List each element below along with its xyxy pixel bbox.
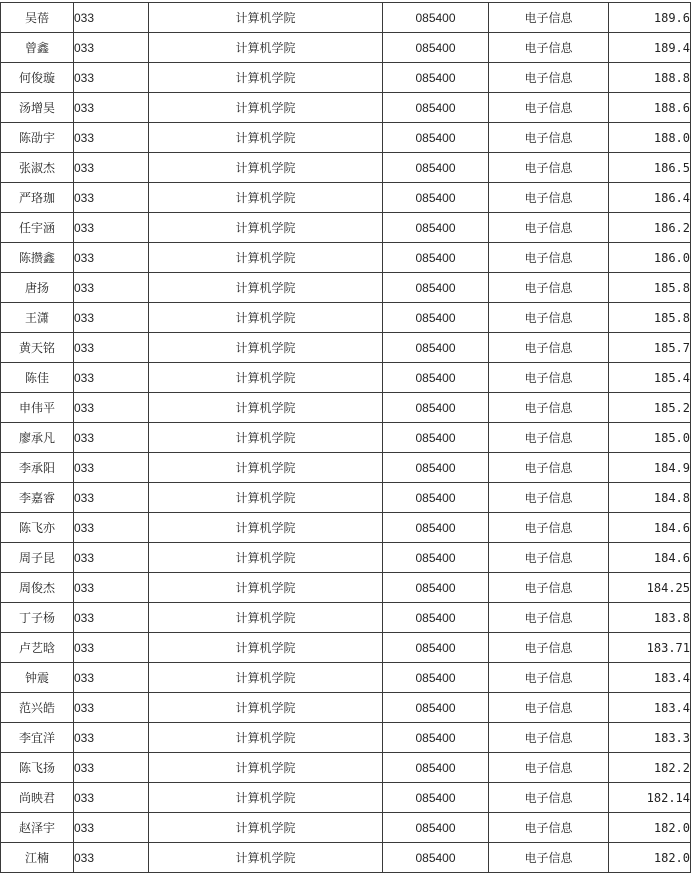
score-cell: 184.25: [609, 573, 691, 603]
college-name-cell: 计算机学院: [149, 33, 383, 63]
student-name-cell: 曾鑫: [1, 33, 74, 63]
major-name-cell: 电子信息: [489, 543, 609, 573]
major-name-cell: 电子信息: [489, 633, 609, 663]
college-name-cell: 计算机学院: [149, 813, 383, 843]
major-name-cell: 电子信息: [489, 393, 609, 423]
college-code-cell: 033: [74, 813, 149, 843]
college-code-cell: 033: [74, 633, 149, 663]
major-code-cell: 085400: [383, 183, 489, 213]
score-cell: 185.0: [609, 423, 691, 453]
major-code-cell: 085400: [383, 843, 489, 873]
major-code-cell: 085400: [383, 33, 489, 63]
college-code-cell: 033: [74, 333, 149, 363]
score-cell: 186.4: [609, 183, 691, 213]
score-cell: 182.0: [609, 813, 691, 843]
student-name-cell: 严珞珈: [1, 183, 74, 213]
student-name-cell: 陈飞扬: [1, 753, 74, 783]
student-name-cell: 唐扬: [1, 273, 74, 303]
major-code-cell: 085400: [383, 3, 489, 33]
college-code-cell: 033: [74, 513, 149, 543]
student-name-cell: 李宜洋: [1, 723, 74, 753]
college-code-cell: 033: [74, 303, 149, 333]
score-cell: 186.0: [609, 243, 691, 273]
table-row: [1, 843, 691, 873]
major-name-cell: 电子信息: [489, 363, 609, 393]
college-code-cell: 033: [74, 63, 149, 93]
major-code-cell: 085400: [383, 513, 489, 543]
college-name-cell: 计算机学院: [149, 393, 383, 423]
major-code-cell: 085400: [383, 423, 489, 453]
college-code-cell: 033: [74, 753, 149, 783]
student-name-cell: 陈佳: [1, 363, 74, 393]
table-row: [1, 63, 691, 93]
table-row: [1, 723, 691, 753]
student-name-cell: 廖承凡: [1, 423, 74, 453]
college-name-cell: 计算机学院: [149, 543, 383, 573]
major-name-cell: 电子信息: [489, 483, 609, 513]
college-code-cell: 033: [74, 543, 149, 573]
college-code-cell: 033: [74, 573, 149, 603]
table-row: [1, 153, 691, 183]
table-row: [1, 603, 691, 633]
college-code-cell: 033: [74, 363, 149, 393]
college-name-cell: 计算机学院: [149, 153, 383, 183]
admission-results-table: [0, 2, 691, 873]
major-code-cell: 085400: [383, 723, 489, 753]
table-row: [1, 483, 691, 513]
college-name-cell: 计算机学院: [149, 93, 383, 123]
major-name-cell: 电子信息: [489, 93, 609, 123]
student-name-cell: 周子昆: [1, 543, 74, 573]
college-code-cell: 033: [74, 123, 149, 153]
college-name-cell: 计算机学院: [149, 333, 383, 363]
major-name-cell: 电子信息: [489, 663, 609, 693]
college-name-cell: 计算机学院: [149, 723, 383, 753]
major-name-cell: 电子信息: [489, 753, 609, 783]
college-code-cell: 033: [74, 783, 149, 813]
student-name-cell: 申伟平: [1, 393, 74, 423]
college-name-cell: 计算机学院: [149, 213, 383, 243]
table-row: [1, 693, 691, 723]
college-name-cell: 计算机学院: [149, 123, 383, 153]
score-cell: 189.6: [609, 3, 691, 33]
student-name-cell: 陈攒鑫: [1, 243, 74, 273]
major-name-cell: 电子信息: [489, 453, 609, 483]
score-cell: 184.9: [609, 453, 691, 483]
college-code-cell: 033: [74, 843, 149, 873]
table-row: [1, 633, 691, 663]
major-name-cell: 电子信息: [489, 63, 609, 93]
student-name-cell: 吴蓓: [1, 3, 74, 33]
college-code-cell: 033: [74, 273, 149, 303]
table-row: [1, 363, 691, 393]
major-code-cell: 085400: [383, 543, 489, 573]
student-name-cell: 黄天铭: [1, 333, 74, 363]
college-code-cell: 033: [74, 33, 149, 63]
major-code-cell: 085400: [383, 633, 489, 663]
score-cell: 185.8: [609, 303, 691, 333]
major-name-cell: 电子信息: [489, 183, 609, 213]
score-cell: 184.6: [609, 513, 691, 543]
major-name-cell: 电子信息: [489, 303, 609, 333]
score-cell: 184.6: [609, 543, 691, 573]
score-cell: 188.0: [609, 123, 691, 153]
major-code-cell: 085400: [383, 393, 489, 423]
score-cell: 183.4: [609, 693, 691, 723]
major-code-cell: 085400: [383, 303, 489, 333]
score-cell: 185.8: [609, 273, 691, 303]
college-code-cell: 033: [74, 243, 149, 273]
college-name-cell: 计算机学院: [149, 183, 383, 213]
score-cell: 186.2: [609, 213, 691, 243]
college-code-cell: 033: [74, 423, 149, 453]
college-code-cell: 033: [74, 3, 149, 33]
score-cell: 183.3: [609, 723, 691, 753]
college-name-cell: 计算机学院: [149, 843, 383, 873]
table-row: [1, 243, 691, 273]
major-name-cell: 电子信息: [489, 273, 609, 303]
major-code-cell: 085400: [383, 813, 489, 843]
table-row: [1, 213, 691, 243]
major-code-cell: 085400: [383, 453, 489, 483]
major-code-cell: 085400: [383, 753, 489, 783]
table-row: [1, 33, 691, 63]
results-sheet: [0, 2, 690, 873]
score-cell: 183.71: [609, 633, 691, 663]
student-name-cell: 尚映君: [1, 783, 74, 813]
college-code-cell: 033: [74, 603, 149, 633]
table-row: [1, 273, 691, 303]
table-row: [1, 753, 691, 783]
score-cell: 188.6: [609, 93, 691, 123]
college-code-cell: 033: [74, 663, 149, 693]
table-body: [1, 3, 691, 873]
table-row: [1, 333, 691, 363]
table-row: [1, 813, 691, 843]
table-row: [1, 543, 691, 573]
student-name-cell: 范兴皓: [1, 693, 74, 723]
college-code-cell: 033: [74, 393, 149, 423]
college-code-cell: 033: [74, 723, 149, 753]
college-code-cell: 033: [74, 93, 149, 123]
major-code-cell: 085400: [383, 363, 489, 393]
student-name-cell: 李嘉睿: [1, 483, 74, 513]
major-name-cell: 电子信息: [489, 33, 609, 63]
table-row: [1, 573, 691, 603]
student-name-cell: 张淑杰: [1, 153, 74, 183]
major-code-cell: 085400: [383, 93, 489, 123]
college-name-cell: 计算机学院: [149, 513, 383, 543]
college-name-cell: 计算机学院: [149, 3, 383, 33]
college-name-cell: 计算机学院: [149, 783, 383, 813]
table-row: [1, 183, 691, 213]
major-code-cell: 085400: [383, 213, 489, 243]
major-name-cell: 电子信息: [489, 603, 609, 633]
score-cell: 184.8: [609, 483, 691, 513]
score-cell: 185.2: [609, 393, 691, 423]
major-code-cell: 085400: [383, 483, 489, 513]
student-name-cell: 何俊璇: [1, 63, 74, 93]
college-name-cell: 计算机学院: [149, 663, 383, 693]
college-name-cell: 计算机学院: [149, 63, 383, 93]
major-name-cell: 电子信息: [489, 783, 609, 813]
student-name-cell: 陈劭宇: [1, 123, 74, 153]
score-cell: 186.5: [609, 153, 691, 183]
college-name-cell: 计算机学院: [149, 273, 383, 303]
major-code-cell: 085400: [383, 63, 489, 93]
student-name-cell: 卢艺晗: [1, 633, 74, 663]
college-name-cell: 计算机学院: [149, 603, 383, 633]
college-code-cell: 033: [74, 453, 149, 483]
major-name-cell: 电子信息: [489, 723, 609, 753]
major-name-cell: 电子信息: [489, 573, 609, 603]
college-name-cell: 计算机学院: [149, 423, 383, 453]
table-row: [1, 663, 691, 693]
student-name-cell: 汤增昊: [1, 93, 74, 123]
table-row: [1, 453, 691, 483]
score-cell: 182.0: [609, 843, 691, 873]
major-name-cell: 电子信息: [489, 813, 609, 843]
table-row: [1, 303, 691, 333]
student-name-cell: 江楠: [1, 843, 74, 873]
score-cell: 182.2: [609, 753, 691, 783]
college-code-cell: 033: [74, 153, 149, 183]
college-code-cell: 033: [74, 693, 149, 723]
student-name-cell: 赵泽宇: [1, 813, 74, 843]
student-name-cell: 王潇: [1, 303, 74, 333]
score-cell: 183.8: [609, 603, 691, 633]
major-name-cell: 电子信息: [489, 843, 609, 873]
table-row: [1, 783, 691, 813]
score-cell: 182.14: [609, 783, 691, 813]
table-row: [1, 3, 691, 33]
college-name-cell: 计算机学院: [149, 243, 383, 273]
table-row: [1, 123, 691, 153]
major-code-cell: 085400: [383, 603, 489, 633]
college-name-cell: 计算机学院: [149, 573, 383, 603]
college-code-cell: 033: [74, 213, 149, 243]
major-name-cell: 电子信息: [489, 513, 609, 543]
student-name-cell: 钟震: [1, 663, 74, 693]
major-code-cell: 085400: [383, 153, 489, 183]
score-cell: 185.4: [609, 363, 691, 393]
table-row: [1, 423, 691, 453]
student-name-cell: 任宇涵: [1, 213, 74, 243]
table-row: [1, 93, 691, 123]
major-code-cell: 085400: [383, 273, 489, 303]
student-name-cell: 丁子杨: [1, 603, 74, 633]
major-code-cell: 085400: [383, 693, 489, 723]
major-code-cell: 085400: [383, 123, 489, 153]
student-name-cell: 李承阳: [1, 453, 74, 483]
score-cell: 188.8: [609, 63, 691, 93]
major-code-cell: 085400: [383, 573, 489, 603]
score-cell: 185.7: [609, 333, 691, 363]
college-name-cell: 计算机学院: [149, 633, 383, 663]
college-name-cell: 计算机学院: [149, 363, 383, 393]
student-name-cell: 陈飞亦: [1, 513, 74, 543]
major-name-cell: 电子信息: [489, 213, 609, 243]
major-code-cell: 085400: [383, 663, 489, 693]
student-name-cell: 周俊杰: [1, 573, 74, 603]
major-name-cell: 电子信息: [489, 153, 609, 183]
major-name-cell: 电子信息: [489, 693, 609, 723]
college-code-cell: 033: [74, 483, 149, 513]
college-code-cell: 033: [74, 183, 149, 213]
college-name-cell: 计算机学院: [149, 753, 383, 783]
major-name-cell: 电子信息: [489, 243, 609, 273]
college-name-cell: 计算机学院: [149, 453, 383, 483]
major-name-cell: 电子信息: [489, 123, 609, 153]
major-code-cell: 085400: [383, 243, 489, 273]
major-name-cell: 电子信息: [489, 3, 609, 33]
college-name-cell: 计算机学院: [149, 693, 383, 723]
score-cell: 183.4: [609, 663, 691, 693]
major-code-cell: 085400: [383, 333, 489, 363]
major-code-cell: 085400: [383, 783, 489, 813]
table-row: [1, 513, 691, 543]
college-name-cell: 计算机学院: [149, 303, 383, 333]
major-name-cell: 电子信息: [489, 423, 609, 453]
score-cell: 189.4: [609, 33, 691, 63]
major-name-cell: 电子信息: [489, 333, 609, 363]
college-name-cell: 计算机学院: [149, 483, 383, 513]
table-row: [1, 393, 691, 423]
